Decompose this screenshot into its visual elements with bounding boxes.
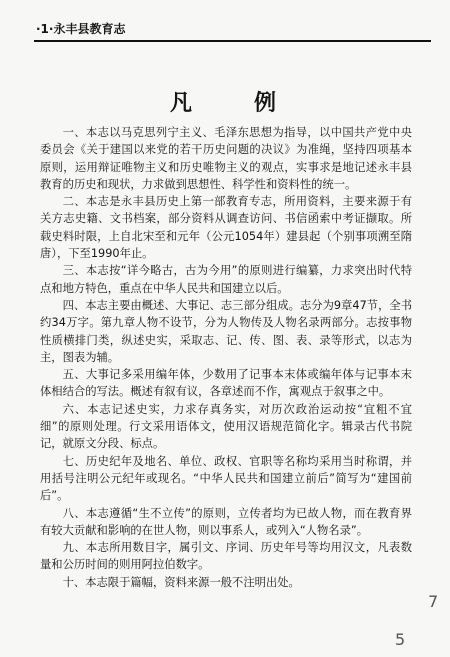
handwritten-page-mark-7: 7: [428, 592, 439, 611]
header-rule: [34, 40, 431, 42]
page-title: 凡 例: [170, 90, 297, 116]
paragraph-5: 五、大事记多采用编年体，少数用了记事本末体或编年体与记事本末体相结合的写法。概述有叙有议，各章述而不作，寓观点于叙事之中。: [40, 368, 412, 399]
paragraph-4: 四、本志主要由概述、大事记、志三部分组成。志分为9章47节，全书约34万字。第九章人物不设节，分为人物传及人物名录两部分。志按事物性质横排门类，纵述史实，采取志、记、传、图、表、录等形式，以志为主，图表为辅。: [40, 298, 412, 364]
paragraph-3: 三、本志按“详今略古，古为今用”的原则进行编纂，力求突出时代特点和地方特色，重点在中华人民共和国建立以后。: [40, 264, 412, 295]
paragraph-7: 七、历史纪年及地名、单位、政权、官职等名称均采用当时称谓，并用括号注明公元纪年或现名。“中华人民共和国建立前后”简写为“建国前后”。: [40, 454, 412, 503]
running-header: ·1·永丰县教育志: [36, 22, 126, 36]
paragraph-1: 一、本志以马克思列宁主义、毛泽东思想为指导，以中国共产党中央委员会《关于建国以来党的若干历史问题的决议》为准绳，坚持四项基本原则，运用辩证唯物主义和历史唯物主义的观点，实事求是地记述永丰县教育的历史和现状，力求做到思想性、科学性和资料性的统一。: [40, 126, 412, 191]
paragraph-2: 二、本志是永丰县历史上第一部教育专志，所用资料，主要来源于有关方志史籍、文书档案，部分资料从调查访问、书信函索中考证撷取。所载史料时限，上自北宋至和元年（公元1054年）建县起（个别事项溯至隋唐），下至1990年止。: [40, 195, 412, 261]
handwritten-page-mark-5: 5: [395, 630, 406, 649]
body-text: [40, 124, 412, 591]
paragraph-9: 九、本志所用数目字，属引文、序词、历史年号等均用汉文，凡表数量和公历时间的则用阿拉伯数字。: [40, 541, 412, 572]
paragraph-6: 六、本志记述史实，力求存真务实，对历次政治运动按“宜粗不宜细”的原则处理。行文采用语体文，使用汉语规范简化字。辑录古代书院记，就原文分段、标点。: [40, 402, 412, 451]
paragraph-10: 十、本志限于篇幅，资料来源一般不注明出处。: [62, 575, 300, 589]
paragraph-8: 八、本志遵循“生不立传”的原则，立传者均为已故人物，而在教育界有较大贡献和影响的在世人物，则以事系人，或列入“人物名录”。: [40, 506, 412, 537]
